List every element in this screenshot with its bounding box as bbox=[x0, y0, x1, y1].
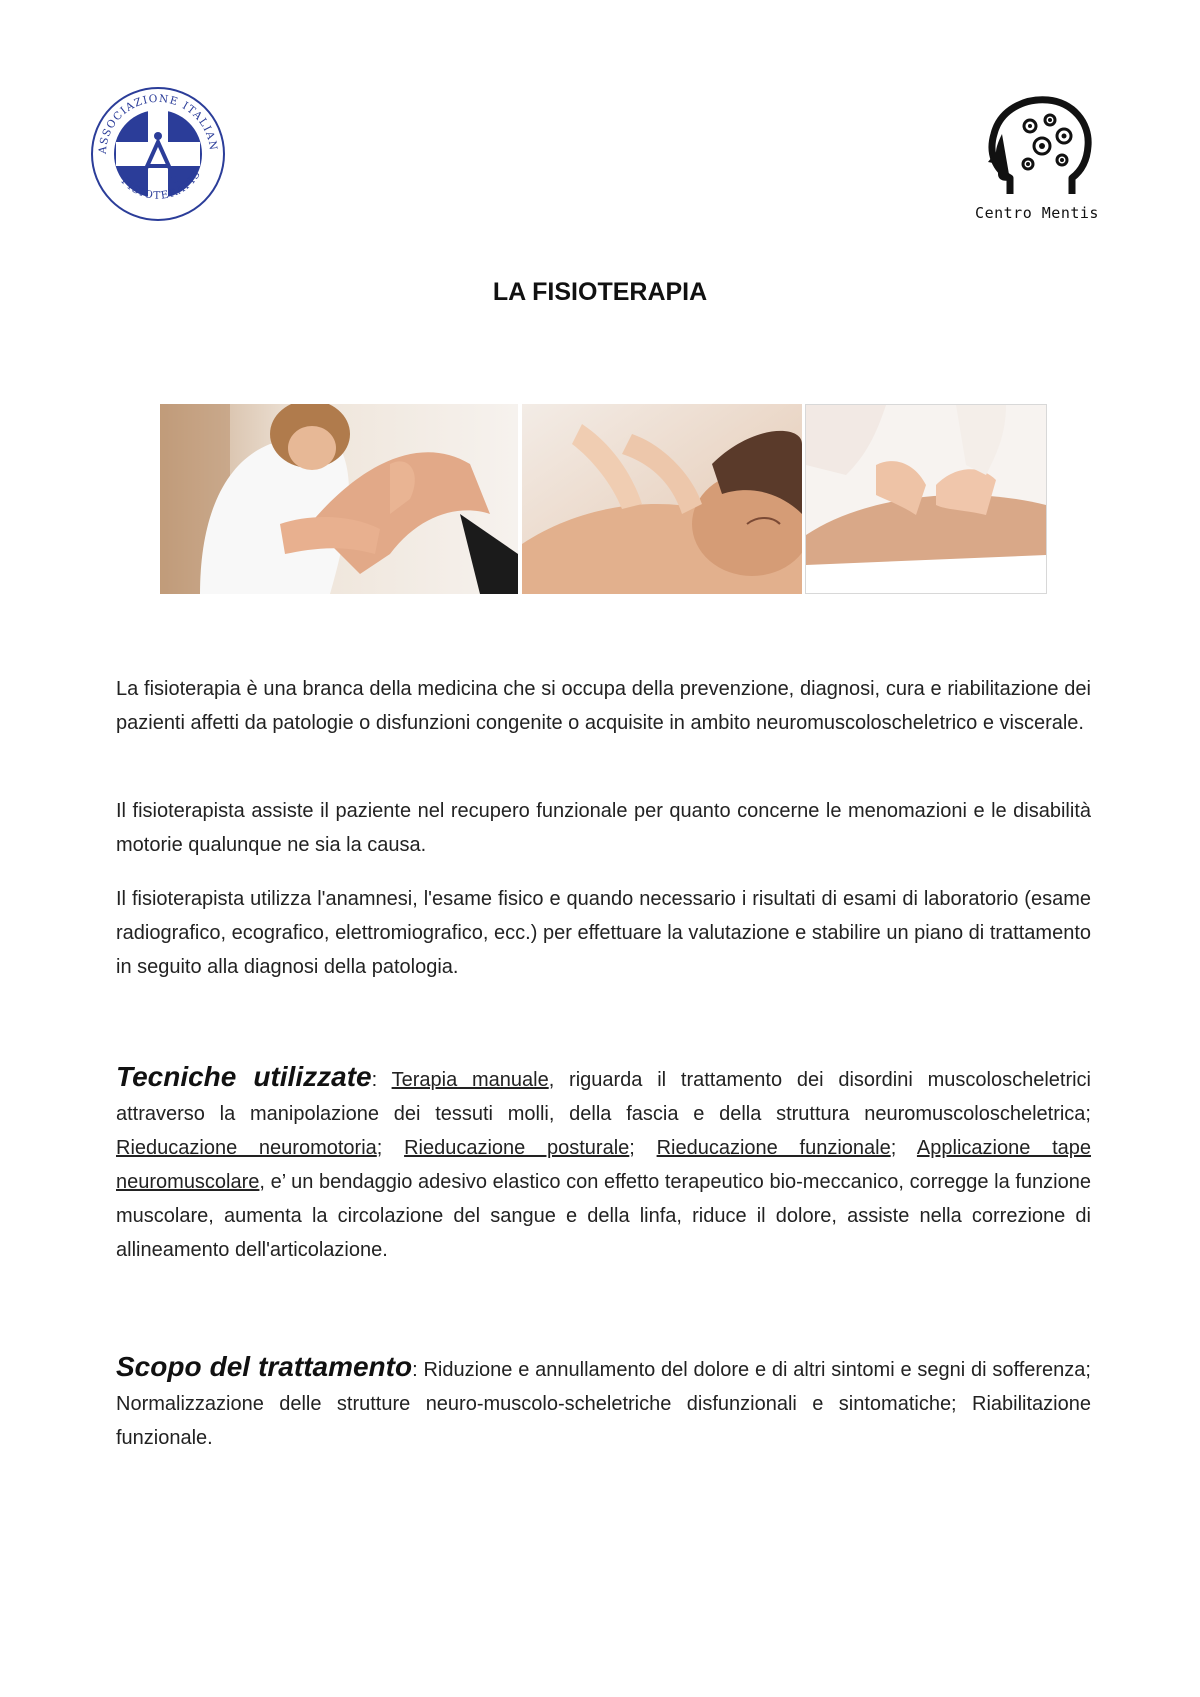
intro-paragraph bbox=[116, 882, 1091, 984]
terapia-manuale-term: Terapia manuale bbox=[391, 1069, 549, 1091]
aifi-logo bbox=[88, 84, 228, 224]
separator: ; bbox=[629, 1137, 657, 1159]
scopo-section bbox=[116, 1350, 1091, 1455]
tecniche-colon: : bbox=[371, 1069, 392, 1091]
terapia-manuale-desc: , riguarda il trattamento dei disordini muscoloscheletrici attraverso la manipolazione dei tessuti molli, della fascia e della struttura neuromuscoloscheletrica; bbox=[116, 1069, 1091, 1125]
paragraph-methods: Il fisioterapista utilizza l'anamnesi, l'esame fisico e quando necessario i risultati di esami di laboratorio (esame radiografico, ecografico, elettromiografico, ecc.) per effettuare la valutazione e stabilire un piano di trattamento in seguito alla diagnosi della patologia. bbox=[116, 888, 1091, 978]
tape-desc: , e’ un bendaggio adesivo elastico con effetto terapeutico bio-meccanico, corregge la funzione muscolare, aumenta la circolazione del sangue e della linfa, riduce il dolore, assiste nella correzione di allineamento dell'articolazione. bbox=[116, 1171, 1091, 1261]
intro-paragraph bbox=[116, 794, 1091, 862]
tecniche-section bbox=[116, 1060, 1091, 1267]
scopo-colon: : bbox=[412, 1359, 424, 1381]
page-title: LA FISIOTERAPIA bbox=[492, 278, 708, 306]
aifi-emblem-icon bbox=[88, 84, 228, 224]
shoulder-massage-photo bbox=[522, 404, 802, 594]
scopo-heading: Scopo del trattamento bbox=[116, 1351, 413, 1382]
separator: ; bbox=[376, 1137, 405, 1159]
intro-paragraph bbox=[116, 672, 1091, 740]
physio-leg-photo bbox=[160, 404, 518, 594]
tecniche-heading: Tecniche utilizzate bbox=[116, 1061, 372, 1092]
scopo-text: Riduzione e annullamento del dolore e di altri sintomi e segni di sofferenza; Normalizzazione delle strutture neuro-muscolo-scheletriche disfunzionali e sintomatiche; Riabilitazione funzionale. bbox=[116, 1359, 1091, 1449]
aifi-ring-top-text: ASSOCIAZIONE ITALIAN bbox=[96, 92, 220, 155]
separator: ; bbox=[890, 1137, 917, 1159]
centro-mentis-logo bbox=[972, 90, 1102, 230]
applicazione-tape-term: Applicazione tape neuromuscolare bbox=[116, 1137, 1091, 1193]
photo-strip bbox=[160, 404, 1047, 594]
paragraph-definition: La fisioterapia è una branca della medicina che si occupa della prevenzione, diagnosi, cura e riabilitazione dei pazienti affetti da patologie o disfunzioni congenite o acquisite in ambito neuromuscoloscheletrico e viscerale. bbox=[116, 678, 1091, 734]
aifi-ring-bottom-text: FISIOTERAPIS bbox=[118, 168, 204, 202]
head-with-gears-icon bbox=[972, 90, 1102, 202]
rieducazione-funzionale-term: Rieducazione funzionale bbox=[656, 1137, 891, 1159]
rieducazione-neuromotoria-term: Rieducazione neuromotoria bbox=[116, 1137, 377, 1159]
back-massage-photo bbox=[805, 404, 1047, 594]
rieducazione-posturale-term: Rieducazione posturale bbox=[404, 1137, 630, 1159]
centro-mentis-name: Centro Mentis bbox=[975, 204, 1099, 222]
paragraph-role: Il fisioterapista assiste il paziente nel recupero funzionale per quanto concerne le menomazioni e le disabilità motorie qualunque ne sia la causa. bbox=[116, 800, 1091, 856]
